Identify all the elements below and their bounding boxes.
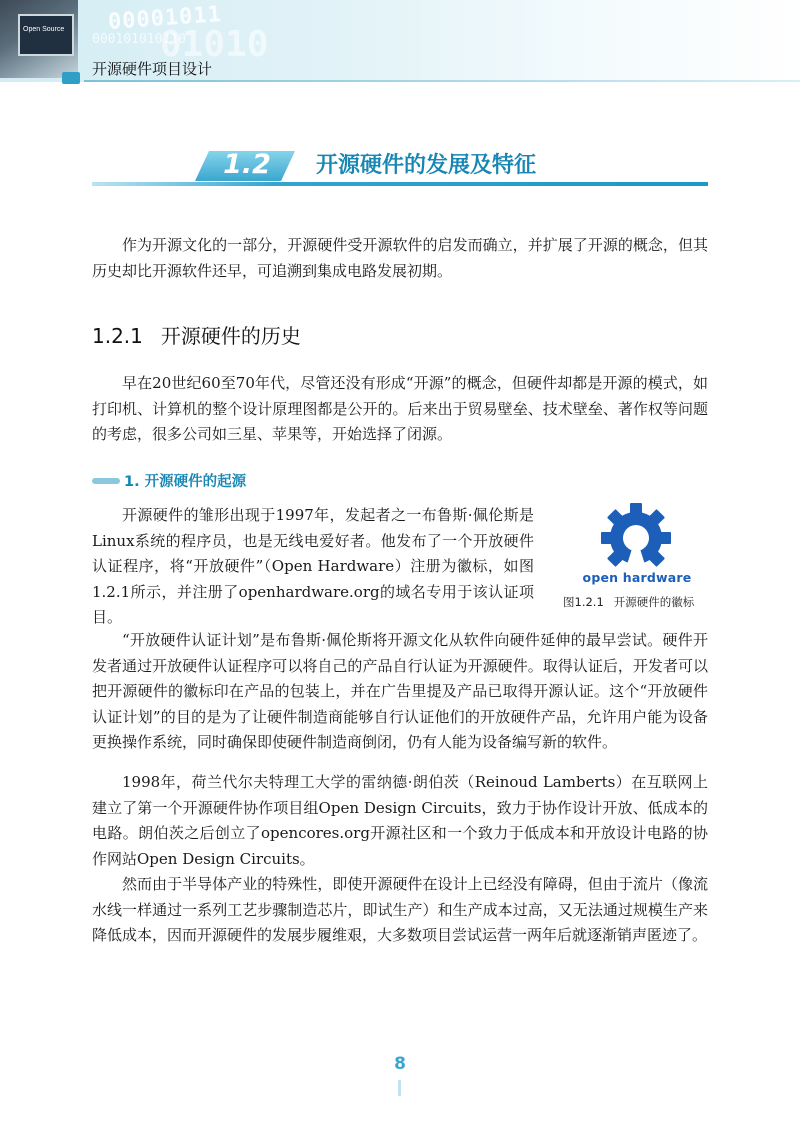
subsection-intro: 早在20世纪60至70年代，尽管还没有形成“开源”的概念，但硬件却都是开源的模式，如打印机、计算机的整个设计原理图都是公开的。后来出于贸易壁垒、技术壁垒、著作权等问题的考虑，很多公司如三星、苹果等，开始选择了闭源。	[92, 374, 708, 443]
paragraph: 然而由于半导体产业的特殊性，即使开源硬件在设计上已经没有障碍，但由于流片（像流水线一样通过一系列工艺步骤制造芯片，即试生产）和生产成本过高，又无法通过规模生产来降低成本，因而开源硬件的发展步履维艰，大多数项目尝试运营一两年后就逐渐销声匿迹了。	[92, 875, 708, 944]
binary-decoration: 000101010110	[92, 32, 186, 47]
paragraph: 1998年，荷兰代尔夫特理工大学的雷纳德·朗伯茨（Reinoud Lamberts）在互联网上建立了第一个开源硬件协作项目组Open Design Circuits，致力于协作设计开放、低成本的电路。朗伯茨之后创立了opencores.org开源社区和一个致力于低成本和开放设计电路的协作网站Open Design Circuits。	[92, 773, 708, 868]
binary-decoration: 01010	[160, 24, 269, 65]
monitor-image	[18, 14, 74, 56]
header-photo	[0, 0, 78, 78]
subsubsection-title: 1. 开源硬件的起源	[124, 474, 247, 490]
running-title: 开源硬件项目设计	[92, 60, 213, 78]
section-title: 开源硬件的发展及特征	[316, 153, 537, 178]
header-marker	[62, 72, 80, 84]
paragraph: 开源硬件的雏形出现于1997年，发起者之一布鲁斯·佩伦斯是Linux系统的程序员，也是无线电爱好者。他发布了一个开放硬件认证程序，将“开放硬件”（Open Hardware）注册为徽标，如图1.2.1所示，并注册了openhardware.org的域名专用于该认证项目。	[92, 506, 534, 626]
page-number: 8	[394, 1054, 406, 1074]
subsection-heading	[92, 320, 301, 349]
subsection-title: 开源硬件的历史	[160, 324, 301, 348]
header-rule	[84, 80, 800, 82]
section-intro: 作为开源文化的一部分，开源硬件受开源软件的启发而确立，并扩展了开源的概念，但其历史却比开源软件还早，可追溯到集成电路发展初期。	[92, 236, 708, 280]
heading-marker	[92, 478, 120, 484]
figure-logo-text: open hardware	[582, 570, 692, 585]
subsubsection-heading	[92, 470, 246, 491]
section-rule	[92, 182, 708, 186]
binary-decoration: 00001011	[107, 2, 223, 35]
monitor-label: Open Source	[23, 26, 65, 33]
paragraph: “开放硬件认证计划”是布鲁斯·佩伦斯将开源文化从软件向硬件延伸的最早尝试。硬件开发者通过开放硬件认证程序可以将自己的产品自行认证为开源硬件。取得认证后，开发者可以把开源硬件的徽标印在产品的包装上，并在广告里提及产品已取得开源认证。这个“开放硬件认证计划”的目的是为了让硬件制造商能够自行认证他们的开放硬件产品，允许用户能为设备更换操作系统，同时确保即使硬件制造商倒闭，仍有人能为设备编写新的软件。	[92, 631, 708, 751]
figure-number: 图1.2.1	[563, 595, 604, 609]
section-number: 1.2	[223, 149, 271, 180]
subsection-number: 1.2.1	[92, 324, 143, 348]
page-number-rule	[398, 1080, 401, 1096]
figure-caption	[563, 594, 694, 610]
page-header	[0, 0, 800, 82]
figure-caption-text: 开源硬件的徽标	[613, 595, 695, 609]
